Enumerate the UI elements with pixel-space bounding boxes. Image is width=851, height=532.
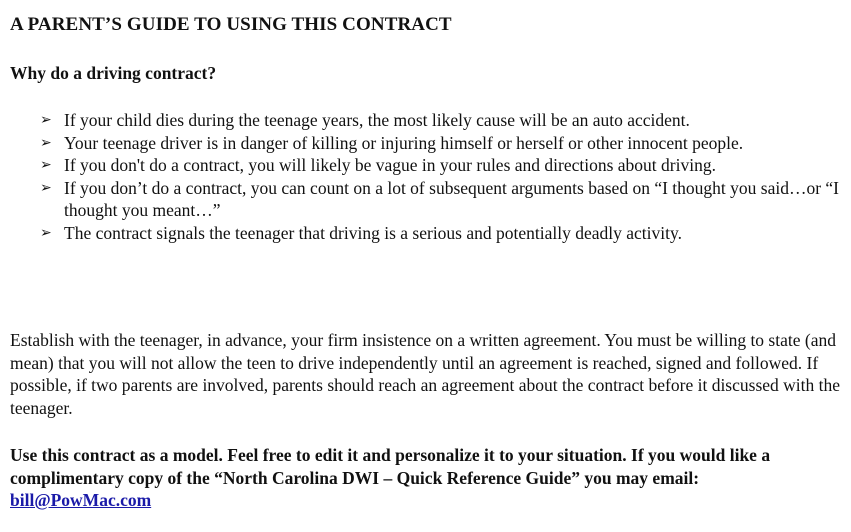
contact-paragraph [10, 444, 842, 512]
arrowhead-bullet-icon: ➢ [40, 134, 52, 151]
bullet-list [40, 109, 840, 244]
list-item [40, 222, 840, 245]
contact-text: Use this contract as a model. Feel free to edit it and personalize it to your situation. If you would like a complimentary copy of the “North Carolina DWI – Quick Reference Guide” you may email: [10, 445, 771, 488]
list-item-text: If your child dies during the teenage years, the most likely cause will be an auto accident. [64, 110, 690, 130]
section-heading: Why do a driving contract? [10, 63, 217, 83]
list-item-text: Your teenage driver is in danger of killing or injuring himself or herself or other innocent people. [64, 132, 744, 153]
document-title: A PARENT’S GUIDE TO USING THIS CONTRACT [10, 14, 452, 35]
list-item [40, 177, 840, 222]
email-link[interactable]: bill@PowMac.com [10, 490, 152, 510]
arrowhead-bullet-icon: ➢ [40, 112, 52, 128]
list-item-text: If you don't do a contract, you will likely be vague in your rules and directions about driving. [64, 155, 716, 175]
list-item-text: The contract signals the teenager that driving is a serious and potentially deadly activity. [64, 222, 682, 243]
list-item [40, 154, 840, 177]
instructions-paragraph: Establish with the teenager, in advance, your firm insistence on a written agreement. You must be willing to state (and mean) that you will not allow the teen to drive independently until an agreement is reached, signed and followed. If possible, if two parents are involved, parents should reach an agreement about the contract before it discussed with the teenager. [10, 330, 841, 418]
arrowhead-bullet-icon: ➢ [40, 224, 52, 241]
list-item [40, 109, 840, 132]
list-item-text: If you don’t do a contract, you can count on a lot of subsequent arguments based on “I thought you said…or “I thought you meant…” [64, 177, 840, 220]
arrowhead-bullet-icon: ➢ [40, 157, 52, 173]
list-item [40, 132, 840, 155]
arrowhead-bullet-icon: ➢ [40, 179, 52, 196]
